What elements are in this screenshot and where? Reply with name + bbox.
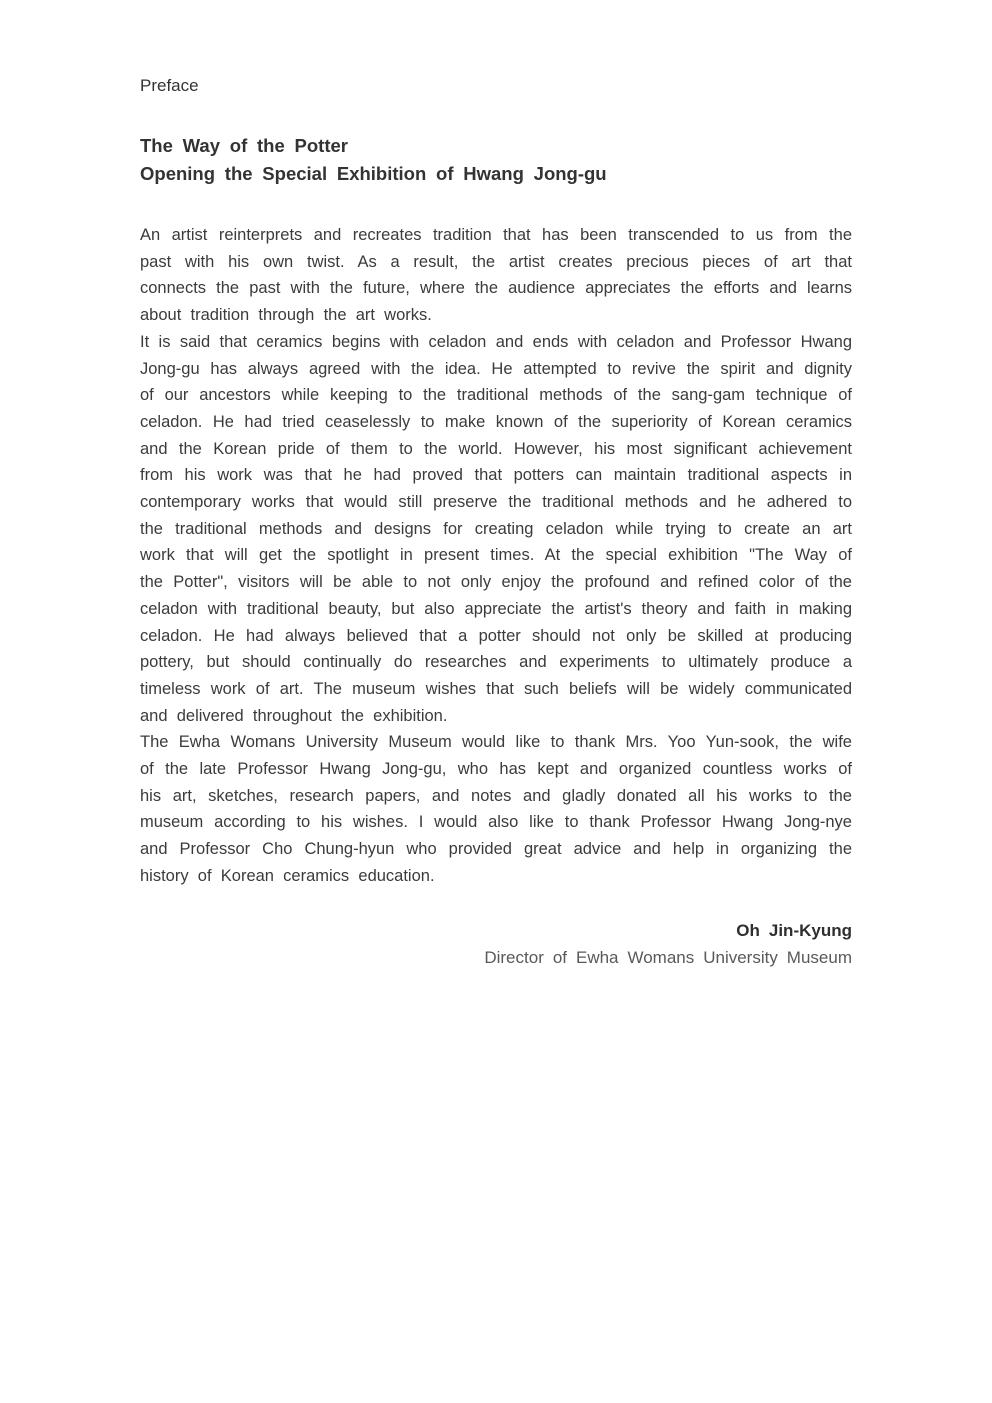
document-title — [140, 132, 852, 188]
paragraph-1: An artist reinterprets and recreates tradition that has been transcended to us from the past with his own twist. As a result, the artist creates precious pieces of art that connects the past with the future, where the audience appreciates the efforts and learns about tradition through the art works. — [140, 226, 852, 325]
signature-name: Oh Jin-Kyung — [736, 920, 852, 940]
paragraph-2: It is said that ceramics begins with celadon and ends with celadon and Professor Hwang Jong-gu has always agreed with the idea. He attempted to revive the spirit and dignity of our ancestors while keeping to the traditional methods of the sang-gam technique of celadon. He had tried ceaselessly to make known of the superiority of Korean ceramics and the Korean pride of them to the world. However, his most significant achievement from his work was that he had proved that potters can maintain traditional aspects in contemporary works that would still preserve the traditional methods and he adhered to the traditional methods and designs for creating celadon while trying to create an art work that will get the spotlight in present times. At the special exhibition "The Way of the Potter", visitors will be able to not only enjoy the profound and refined color of the celadon with traditional beauty, but also appreciate the artist's theory and faith in making celadon. He had always believed that a potter should not only be skilled at producing pottery, but should continually do researches and experiments to ultimately produce a timeless work of art. The museum wishes that such beliefs will be widely communicated and delivered throughout the exhibition. — [140, 332, 852, 725]
signature-title: Director of Ewha Womans University Museum — [484, 947, 852, 967]
signature-block — [140, 917, 852, 971]
title-line-1: The Way of the Potter — [140, 135, 348, 156]
title-line-2: Opening the Special Exhibition of Hwang Jong-gu — [140, 163, 607, 184]
preface-label: Preface — [140, 76, 199, 95]
body-text — [140, 222, 852, 890]
paragraph-3: The Ewha Womans University Museum would like to thank Mrs. Yoo Yun-sook, the wife of the late Professor Hwang Jong-gu, who has kept and organized countless works of his art, sketches, research papers, and notes and gladly donated all his works to the museum according to his wishes. I would also like to thank Professor Hwang Jong-nye and Professor Cho Chung-hyun who provided great advice and help in organizing the history of Korean ceramics education. — [140, 733, 852, 885]
